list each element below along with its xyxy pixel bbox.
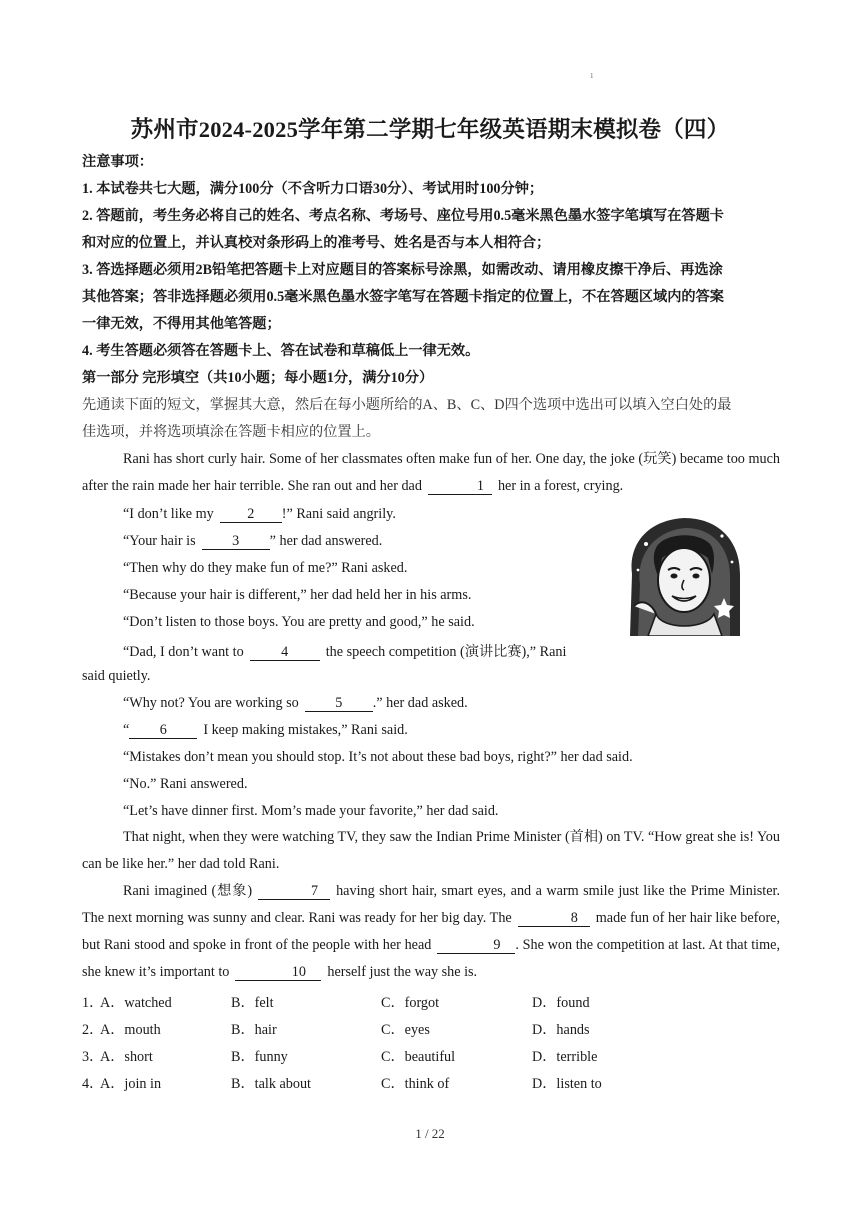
blank-5: 5 (305, 696, 373, 712)
option-d[interactable]: D．listen to (532, 1076, 602, 1092)
passage-text: “I don’t like my (123, 506, 214, 522)
option-a[interactable]: A．watched (100, 995, 172, 1011)
option-a[interactable]: A．mouth (100, 1022, 161, 1038)
dialogue-line-7-cont: said quietly. (82, 668, 151, 684)
passage-text: Rani imagined (想象) (123, 883, 253, 899)
option-c[interactable]: C．forgot (381, 995, 440, 1011)
passage-text: the speech competition (演讲比赛),” Rani (325, 644, 567, 660)
option-b[interactable]: B．felt (231, 995, 274, 1011)
page-mark: 1 (590, 72, 594, 80)
dialogue-line-7 (123, 641, 566, 661)
blank-4: 4 (250, 645, 320, 661)
passage-text: Minister. The next morning was sunny and clear. Rani was ready for her big day. The (82, 883, 781, 926)
dialogue-line-3 (123, 533, 382, 550)
notice-item-3a: 3. 答选择题必须用2B铅笔把答题卡上对应题目的答案标号涂黑，如需改动、请用橡皮擦干净后、再选涂 (82, 262, 723, 278)
blank-6: 6 (129, 723, 197, 739)
part1-heading: 第一部分 完形填空（共10小题；每小题1分，满分10分） (82, 370, 434, 386)
notice-item-1: 1. 本试卷共七大题，满分100分（不含听力口语30分）、考试用时100分钟； (82, 181, 544, 197)
passage-text: having short hair, smart eyes, and a warm smile just like the Prime (336, 883, 725, 899)
question-number: 2． (82, 1022, 104, 1038)
passage-text: “ (123, 722, 130, 738)
passage-paragraph-2 (82, 824, 780, 878)
passage-text: “Why not? You are working so (123, 695, 299, 711)
dialogue-line-4: “Then why do they make fun of me?” Rani asked. (123, 560, 408, 576)
notice-item-2b: 和对应的位置上，并认真校对条形码上的准考号、姓名是否与本人相符合； (82, 235, 551, 251)
dialogue-line-6: “Don’t listen to those boys. You are pretty and good,” he said. (123, 614, 475, 630)
passage-text: Rani has short curly hair. Some of her classmates often make fun of her. One day, the joke (玩笑) became (123, 451, 724, 467)
blank-8: 8 (518, 911, 590, 927)
notice-heading: 注意事项： (82, 154, 153, 170)
notice-item-2a: 2. 答题前，考生务必将自己的姓名、考点名称、考场号、座位号用0.5毫米黑色墨水签字笔填写在答题卡 (82, 208, 724, 224)
passage-text: ” her dad answered. (269, 533, 383, 549)
option-b[interactable]: B．talk about (231, 1076, 311, 1092)
notice-item-4: 4. 考生答题必须答在答题卡上、答在试卷和草稿低上一律无效。 (82, 343, 480, 359)
option-c[interactable]: C．eyes (381, 1022, 430, 1038)
passage-paragraph-1 (82, 446, 780, 500)
option-a[interactable]: A．join in (100, 1076, 162, 1092)
question-number: 3． (82, 1049, 104, 1065)
dialogue-line-11: “No.” Rani answered. (123, 776, 248, 792)
dialogue-line-9 (123, 722, 408, 739)
passage-text: competition at last. At that time, she knew it’s important to (82, 937, 780, 980)
notice-item-3c: 一律无效，不得用其他笔答题； (82, 316, 281, 332)
blank-1: 1 (428, 479, 492, 495)
blank-10: 10 (235, 965, 321, 981)
option-b[interactable]: B．funny (231, 1049, 288, 1065)
passage-text: her in a forest, crying. (497, 478, 624, 494)
passage-text: herself just the way she is. (327, 964, 478, 980)
passage-paragraph-3 (82, 878, 780, 986)
option-b[interactable]: B．hair (231, 1022, 277, 1038)
blank-7: 7 (258, 884, 330, 900)
dialogue-line-8 (123, 695, 468, 712)
dialogue-line-5: “Because your hair is different,” her dad held her in his arms. (123, 587, 472, 603)
page-title: 苏州市2024-2025学年第二学期七年级英语期末模拟卷（四） (130, 117, 730, 142)
passage-text: . She won the (515, 937, 594, 953)
dialogue-line-2 (123, 506, 396, 523)
question-number: 1． (82, 995, 104, 1011)
passage-text: I keep making mistakes,” Rani said. (203, 722, 408, 738)
passage-text: made fun of (595, 910, 665, 926)
option-a[interactable]: A．short (100, 1049, 153, 1065)
option-d[interactable]: D．found (532, 995, 590, 1011)
passage-text: !” Rani said angrily. (281, 506, 396, 522)
question-number: 4． (82, 1076, 104, 1092)
passage-text: her hair like before, but Rani stood and spoke in front of the people with her head (82, 910, 781, 953)
option-d[interactable]: D．terrible (532, 1049, 598, 1065)
passage-text: .” her dad asked. (372, 695, 468, 711)
part1-instruction-1: 先通读下面的短文，掌握其大意，然后在每小题所给的A、B、C、D四个选项中选出可以填入空白处的最 (82, 397, 732, 413)
part1-instruction-2: 佳选项，并将选项填涂在答题卡相应的位置上。 (82, 424, 380, 440)
passage-text: is! You can be like her.” her dad told Rani. (82, 829, 780, 872)
option-d[interactable]: D．hands (532, 1022, 590, 1038)
passage-text: That night, when they were watching TV, they saw the Indian Prime Minister (首相) on TV. “How great she (123, 829, 737, 845)
dialogue-line-12: “Let’s have dinner first. Mom’s made your favorite,” her dad said. (123, 803, 499, 819)
blank-9: 9 (437, 938, 515, 954)
passage-text: too much after the rain made her hair terrible. She ran out and her dad (82, 451, 780, 494)
passage-text: “Your hair is (123, 533, 196, 549)
page-number: 1 / 22 (415, 1126, 445, 1141)
option-c[interactable]: C．beautiful (381, 1049, 456, 1065)
passage-text: “Dad, I don’t want to (123, 644, 244, 660)
blank-2: 2 (220, 507, 282, 523)
notice-item-3b: 其他答案；答非选择题必须用0.5毫米黑色墨水签字笔写在答题卡指定的位置上，不在答题区域内的答案 (82, 289, 724, 305)
dialogue-line-10: “Mistakes don’t mean you should stop. It’s not about these bad boys, right?” her dad said. (123, 749, 633, 765)
girl-illustration (626, 514, 742, 636)
blank-3: 3 (202, 534, 270, 550)
option-c[interactable]: C．think of (381, 1076, 450, 1092)
